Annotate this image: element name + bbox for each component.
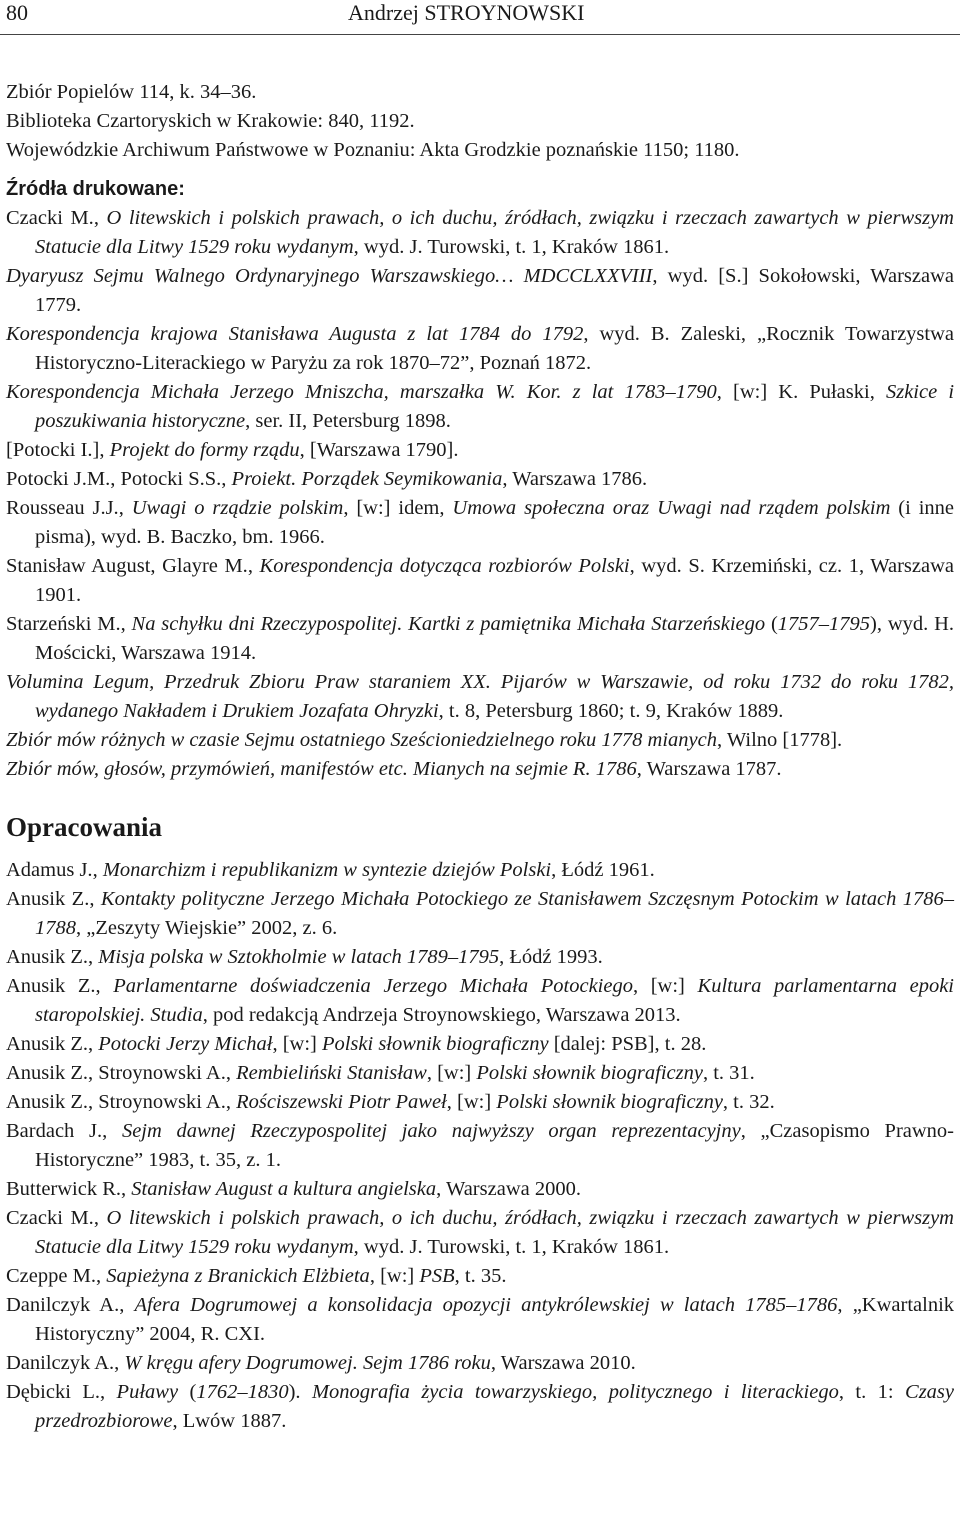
entry-text-4: , Lwów 1887.: [172, 1410, 287, 1432]
entry-text: (: [765, 613, 778, 635]
entry-text: , [w:]: [426, 1062, 477, 1084]
entry-sep: ,: [95, 975, 114, 997]
entry-author: Anusik Z.: [6, 975, 96, 997]
entry-text: , wyd. [S.] Sokołowski, Warszawa 1779.: [35, 265, 954, 316]
entry-sep: ,: [89, 888, 101, 910]
entry-text: , [w:]: [272, 1033, 322, 1055]
bibliography-entry: [6, 378, 954, 436]
entry-title: Volumina Legum, Przedruk Zbioru Praw staraniem XX. Pijarów w Warszawie, od roku 1732 do roku 1782, wydanego Nakładem i Drukiem Jozafata Ohryzki: [6, 671, 954, 722]
page-number: 80: [6, 0, 28, 25]
entry-title: Stanisław August a kultura angielska: [131, 1178, 437, 1200]
bibliography-entry: [6, 856, 954, 885]
bibliography-entry: [6, 1117, 954, 1175]
entry-title: Na schyłku dni Rzeczypospolitej. Kartki z pamiętnika Michała Starzeńskiego: [131, 613, 766, 635]
entry-title: Zbiór mów różnych w czasie Sejmu ostatniego Sześcioniedzielnego roku 1778 mianych: [6, 729, 717, 751]
entry-title-2: 1757–1795: [777, 613, 871, 635]
entry-text: , Wilno [1778].: [716, 729, 843, 751]
entry-title: Zbiór mów, głosów, przymówień, manifestów etc. Mianych na sejmie R. 1786: [6, 758, 637, 780]
running-head: Andrzej STROYNOWSKI: [348, 0, 585, 25]
bibliography-entry: [6, 465, 954, 494]
entry-text: , wyd. B. Zaleski, „Rocznik Towarzystwa Historyczno-Literackiego w Paryżu za rok 1870–72”, Poznań 1872.: [35, 323, 954, 374]
entry-author: Czacki M.: [6, 1207, 94, 1229]
entry-author: Anusik Z.: [6, 946, 88, 968]
bibliography-entry: [6, 1291, 954, 1349]
entry-author: Czacki M.: [6, 207, 94, 229]
entry-sep: ,: [114, 1352, 125, 1374]
entry-sep: ,: [118, 497, 132, 519]
entry-title: Rembieliński Stanisław: [236, 1062, 427, 1084]
bibliography-entry: [6, 972, 954, 1030]
archive-entry: Wojewódzkie Archiwum Państwowe w Poznaniu: Akta Grodzkie poznańskie 1150; 1180.: [6, 139, 740, 161]
archive-entry: Biblioteka Czartoryskich w Krakowie: 840, 1192.: [6, 110, 415, 132]
entry-title: Parlamentarne doświadczenia Jerzego Michała Potockiego: [113, 975, 633, 997]
entry-sep: ,: [88, 946, 99, 968]
entry-text-2: ).: [288, 1381, 312, 1403]
entry-title: Proiekt. Porządek Seymikowania: [231, 468, 503, 490]
entry-sep: ,: [221, 468, 232, 490]
entry-title: Rościszewski Piotr Paweł: [236, 1091, 447, 1113]
bibliography-entry: [6, 755, 954, 784]
entry-author: Butterwick R.: [6, 1178, 122, 1200]
bibliography-entry: [6, 668, 954, 726]
entry-text: , [w:]: [446, 1091, 497, 1113]
entry-text: , wyd. J. Turowski, t. 1, Kraków 1861.: [353, 236, 670, 258]
entry-sep: ,: [120, 613, 132, 635]
bibliography-entry: [6, 262, 954, 320]
bibliography-entry: [6, 1030, 954, 1059]
entry-text-2: , pod redakcją Andrzeja Stroynowskiego, Warszawa 2013.: [202, 1004, 681, 1026]
entry-title-3: Monografia życia towarzyskiego, politycznego i literackiego: [311, 1381, 839, 1403]
entry-text: , „Czasopismo Prawno-Historyczne” 1983, t. 35, z. 1.: [35, 1120, 955, 1171]
entry-title-2: PSB: [419, 1265, 455, 1287]
bibliography-entry: [6, 1175, 954, 1204]
entry-text: , t. 8, Petersburg 1860; t. 9, Kraków 1889.: [438, 700, 784, 722]
entry-title-2: Kultura parlamentarna epoki staropolskiej. Studia: [35, 975, 954, 1026]
bibliography-entry: [6, 494, 954, 552]
entry-sep: ,: [93, 207, 107, 229]
entry-text-2: , ser. II, Petersburg 1898.: [245, 410, 451, 432]
entry-text: , Warszawa 2000.: [436, 1178, 581, 1200]
entry-title-2: Szkice i poszukiwania historyczne: [35, 381, 955, 432]
bibliography-entry: [6, 610, 954, 668]
entry-title: Korespondencja krajowa Stanisława Augusta z lat 1784 do 1792: [6, 323, 584, 345]
entry-title: W kręgu afery Dogrumowej. Sejm 1786 roku: [124, 1352, 491, 1374]
entry-text: , [w:] K. Pułaski,: [716, 381, 886, 403]
entry-text: , [w:]: [632, 975, 698, 997]
bibliography-entry: [6, 552, 954, 610]
bibliography-entry: [6, 436, 954, 465]
entry-author: Rousseau J.J.: [6, 497, 119, 519]
bibliography-entry: [6, 204, 954, 262]
entry-author: Adamus J.: [6, 859, 93, 881]
archive-entry: Zbiór Popielów 114, k. 34–36.: [6, 81, 257, 103]
entry-author: Dębicki L.: [6, 1381, 100, 1403]
bibliography-entry: [6, 1088, 954, 1117]
entry-title-2: Polski słownik biograficzny: [496, 1091, 723, 1113]
entry-author: Danilczyk A.: [6, 1352, 115, 1374]
entry-author: Czeppe M.: [6, 1265, 96, 1287]
printed-sources-list: [6, 204, 954, 784]
entry-title: Afera Dogrumowej a konsolidacja opozycji antykrólewskiej w latach 1785–1786: [134, 1294, 838, 1316]
bibliography-entry: [6, 1378, 954, 1436]
entry-sep: ,: [99, 1381, 117, 1403]
entry-author: Anusik Z.: [6, 1033, 88, 1055]
bibliography-entry: [6, 320, 954, 378]
entry-text: (: [178, 1381, 197, 1403]
entry-text: , „Kwartalnik Historyczny” 2004, R. CXI.: [35, 1294, 955, 1345]
entry-title-2: Polski słownik biograficzny: [321, 1033, 549, 1055]
entry-author: Anusik Z., Stroynowski A.: [6, 1091, 226, 1113]
page-header: [0, 0, 960, 35]
entry-text-2: , t. 31.: [702, 1062, 755, 1084]
entry-text-2: , t. 35.: [454, 1265, 507, 1287]
entry-text: , Warszawa 2010.: [490, 1352, 636, 1374]
entry-sep: ,: [119, 1294, 135, 1316]
entry-title: Monarchizm i republikanizm w syntezie dziejów Polski: [102, 859, 552, 881]
entry-author: Stanisław August, Glayre M.: [6, 555, 248, 577]
entry-text: , „Zeszyty Wiejskie” 2002, z. 6.: [76, 917, 338, 939]
entry-title: Sejm dawnej Rzeczypospolitej jako najwyższy organ reprezentacyjny: [121, 1120, 741, 1142]
bibliography-entry: [6, 943, 954, 972]
entry-title-4: Czasy przedrozbiorowe: [35, 1381, 955, 1432]
bibliography-entry: [6, 885, 954, 943]
entry-text: , [w:] idem,: [343, 497, 453, 519]
entry-sep: ,: [92, 859, 103, 881]
entry-text: , wyd. S. Krzemiński, cz. 1, Warszawa 1901.: [35, 555, 955, 606]
entry-sep: ,: [225, 1062, 237, 1084]
entry-title: Uwagi o rządzie polskim: [131, 497, 344, 519]
entry-text: , Warszawa 1786.: [502, 468, 648, 490]
entry-title: Puławy: [116, 1381, 179, 1403]
entry-author: [Potocki I.]: [6, 439, 100, 461]
entry-author: Anusik Z., Stroynowski A.: [6, 1062, 226, 1084]
entry-text: , wyd. J. Turowski, t. 1, Kraków 1861.: [353, 1236, 670, 1258]
entry-title: Projekt do formy rządu: [109, 439, 300, 461]
entry-author: Anusik Z.: [6, 888, 90, 910]
entry-text: , Warszawa 1787.: [636, 758, 782, 780]
bibliography-entry: [6, 1059, 954, 1088]
entry-text-2: ), wyd. H. Mościcki, Warszawa 1914.: [35, 613, 955, 664]
bibliography-entry: [6, 1204, 954, 1262]
bibliography-entry: [6, 1262, 954, 1291]
bibliography: [6, 78, 954, 1436]
entry-text-2: , t. 32.: [722, 1091, 775, 1113]
entry-sep: ,: [95, 1265, 107, 1287]
entry-sep: ,: [93, 1207, 107, 1229]
entry-title: Dyaryusz Sejmu Walnego Ordynaryjnego Warszawskiego… MDCCLXXVIII: [6, 265, 653, 287]
entry-title: Korespondencja dotycząca rozbiorów Polski: [259, 555, 630, 577]
entry-text: , [Warszawa 1790].: [299, 439, 459, 461]
entry-author: Danilczyk A.: [6, 1294, 120, 1316]
entry-text-2: [dalej: PSB], t. 28.: [548, 1033, 707, 1055]
entry-sep: ,: [247, 555, 260, 577]
studies-heading: Opracowania: [6, 812, 163, 842]
entry-title: Korespondencja Michała Jerzego Mniszcha, marszałka W. Kor. z lat 1783–1790: [6, 381, 717, 403]
entry-title: Potocki Jerzy Michał: [98, 1033, 273, 1055]
archives-list: [6, 78, 954, 165]
entry-author: Starzeński M.: [6, 613, 121, 635]
entry-author: Potocki J.M., Potocki S.S.: [6, 468, 222, 490]
entry-sep: ,: [225, 1091, 237, 1113]
printed-sources-heading: Źródła drukowane:: [6, 178, 185, 200]
bibliography-entry: [6, 1349, 954, 1378]
entry-text-2: (i inne pisma), wyd. B. Baczko, bm. 1966.: [35, 497, 954, 548]
entry-author: Bardach J.: [6, 1120, 103, 1142]
entry-title: Sapieżyna z Branickich Elżbieta: [106, 1265, 370, 1287]
entry-title-2: Polski słownik biograficzny: [476, 1062, 703, 1084]
entry-sep: ,: [102, 1120, 122, 1142]
entry-text: , [w:]: [369, 1265, 420, 1287]
entry-title: Kontakty polityczne Jerzego Michała Potockiego ze Stanisławem Szczęsnym Potockim w latach 1786–1788: [35, 888, 955, 939]
entry-sep: ,: [99, 439, 110, 461]
entry-sep: ,: [121, 1178, 132, 1200]
entry-text: , Łódź 1961.: [551, 859, 655, 881]
entry-title-2: 1762–1830: [196, 1381, 289, 1403]
entry-title: O litewskich i polskich prawach, o ich duchu, źródłach, związku i rzeczach zawartych w pierwszym Statucie dla Litwy 1529 roku wydanym: [35, 1207, 954, 1258]
entry-title: O litewskich i polskich prawach, o ich duchu, źródłach, związku i rzeczach zawartych w pierwszym Statucie dla Litwy 1529 roku wydanym: [35, 207, 954, 258]
entry-title-2: Umowa społeczna oraz Uwagi nad rządem polskim: [452, 497, 891, 519]
entry-text: , Łódź 1993.: [499, 946, 603, 968]
entry-text-3: , t. 1:: [838, 1381, 906, 1403]
entry-sep: ,: [88, 1033, 99, 1055]
entry-title: Misja polska w Sztokholmie w latach 1789–1795: [98, 946, 500, 968]
studies-list: [6, 856, 954, 1378]
bibliography-entry: [6, 726, 954, 755]
